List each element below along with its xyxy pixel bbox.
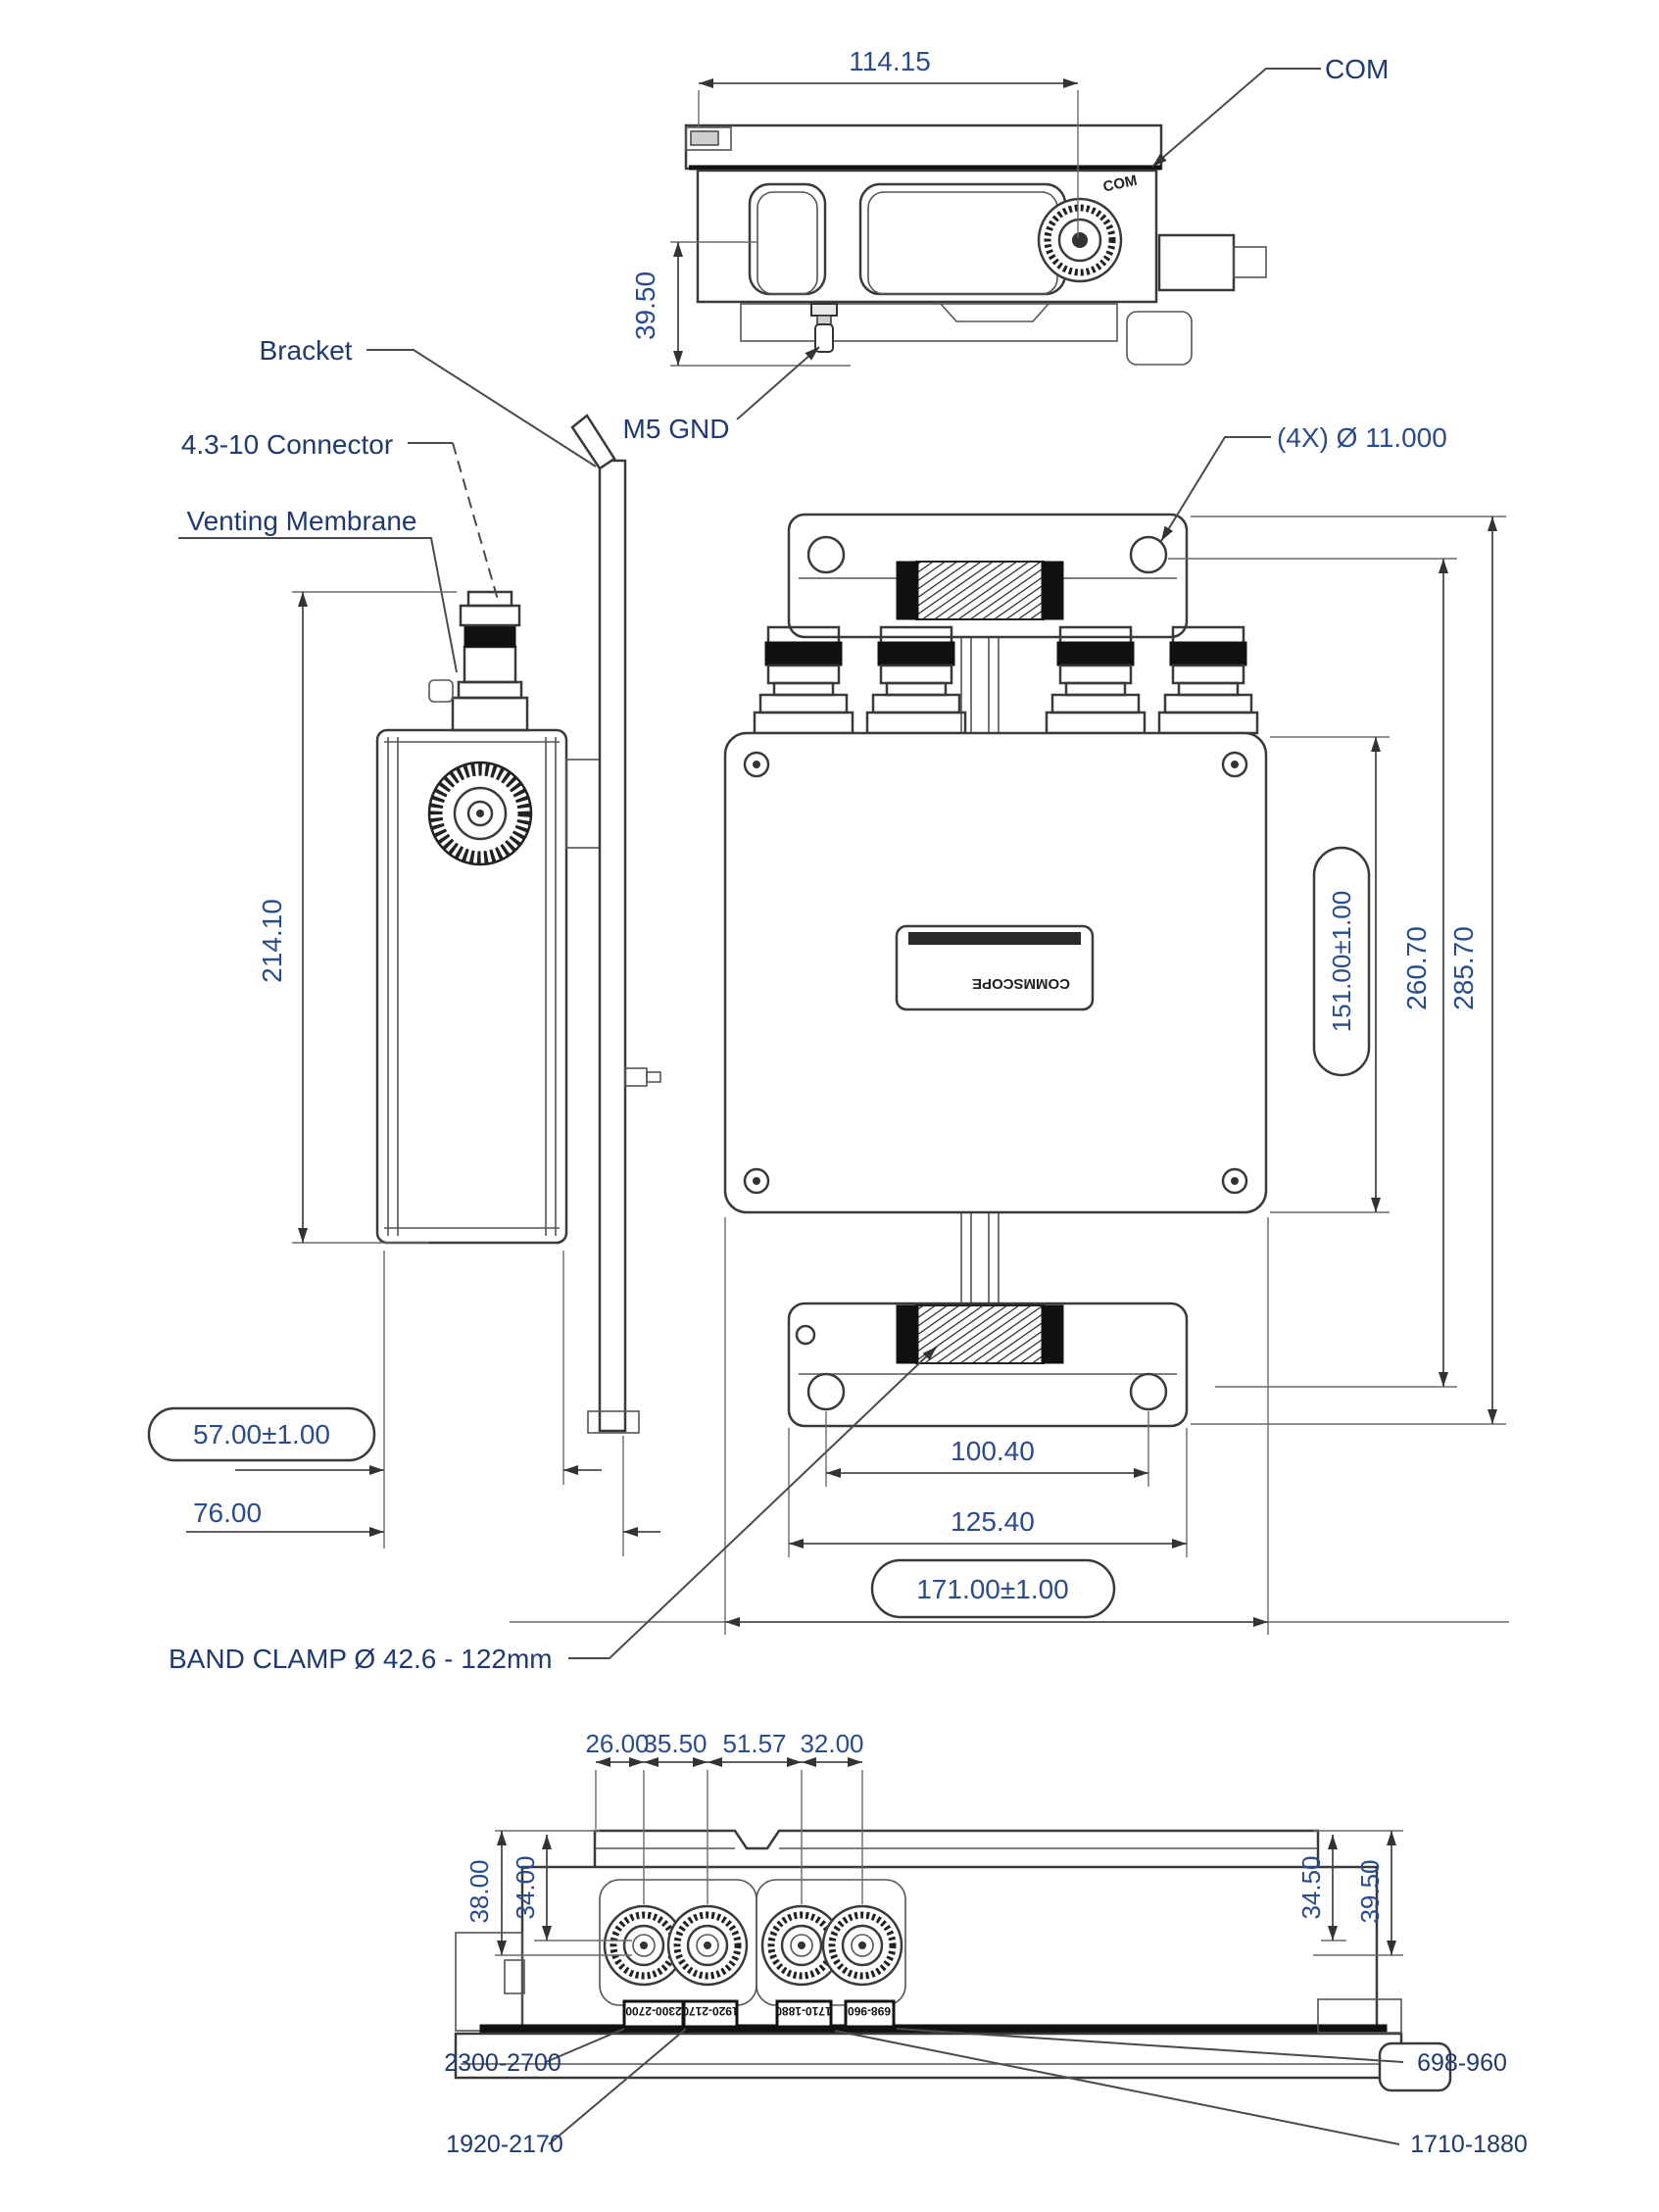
- label-text-bar: [908, 932, 1081, 945]
- freq-label-1920-2170: 1920-2170: [446, 2131, 563, 2158]
- top-view-latch: [691, 131, 718, 145]
- connector-callout: 4.3-10 Connector: [180, 429, 394, 460]
- freq-label-2300-2700: 2300-2700: [444, 2049, 561, 2077]
- dim-right-outer: 39.50: [1355, 1859, 1385, 1924]
- com-port-marking: COM: [1101, 172, 1139, 196]
- dim-right-inner: 34.50: [1296, 1855, 1326, 1920]
- port-plate-1: [624, 2001, 683, 2027]
- dim-side-height: 214.10: [257, 899, 287, 983]
- m5-ground-screw: [811, 304, 837, 352]
- port-plate-2-text: 1920-2170: [682, 2004, 739, 2018]
- bracket-callout: Bracket: [259, 335, 353, 366]
- dim-inner-height: 260.70: [1401, 926, 1432, 1010]
- dim-top-width: 114.15: [849, 46, 931, 76]
- port-plate-2: [682, 2001, 739, 2027]
- dim-overall-width: 171.00±1.00: [916, 1574, 1069, 1604]
- com-callout: COM: [1325, 54, 1390, 84]
- freq-label-698-960: 698-960: [1417, 2049, 1507, 2077]
- com-connector-top: [1039, 199, 1121, 281]
- mount-hole-bottom-right: [1131, 1374, 1166, 1409]
- port-connector-2: [668, 1906, 747, 1985]
- dim-bracket-depth: 76.00: [192, 1498, 263, 1528]
- port-plate-3: [775, 2001, 832, 2027]
- mount-hole-top-right: [1131, 537, 1166, 572]
- dim-port-pitch-2: 51.57: [722, 1729, 787, 1758]
- port-plate-4-text: 698-960: [847, 2004, 892, 2018]
- dim-hole-spacing: 100.40: [951, 1436, 1035, 1466]
- venting-callout: Venting Membrane: [186, 506, 417, 536]
- mount-hole-bottom-left: [808, 1374, 844, 1409]
- mount-hole-top-left: [808, 537, 844, 572]
- dim-left-inner: 34.00: [511, 1855, 540, 1920]
- band-clamp-top: [897, 562, 1063, 619]
- holes-callout: (4X) Ø 11.000: [1277, 422, 1447, 453]
- dim-port-pitch-3: 32.00: [800, 1729, 864, 1758]
- port-plate-4: [846, 2001, 894, 2027]
- dim-port-offset: 26.00: [585, 1729, 650, 1758]
- front-view-body: [725, 733, 1266, 1212]
- dim-left-outer: 38.00: [464, 1859, 494, 1924]
- brand-marking: COMMSCOPE: [971, 975, 1071, 992]
- dim-side-depth: 57.00±1.00: [193, 1419, 330, 1450]
- side-view-knurled-connector: [429, 762, 531, 864]
- band-clamp-callout: BAND CLAMP Ø 42.6 - 122mm: [169, 1644, 553, 1674]
- port-plate-3-text: 1710-1880: [775, 2004, 832, 2018]
- band-clamp-bottom: [897, 1305, 1063, 1363]
- port-plate-1-text: 2300-2700: [625, 2004, 682, 2018]
- dim-body-height: 151.00±1.00: [1327, 890, 1356, 1033]
- m5-gnd-callout: M5 GND: [622, 414, 730, 444]
- dim-port-pitch-1: 35.50: [643, 1729, 708, 1758]
- port-connector-4: [823, 1906, 902, 1985]
- freq-label-1710-1880: 1710-1880: [1410, 2131, 1528, 2158]
- dim-overall-height: 285.70: [1448, 926, 1479, 1010]
- dim-plate-width: 125.40: [951, 1506, 1035, 1537]
- dim-top-height: 39.50: [630, 270, 660, 341]
